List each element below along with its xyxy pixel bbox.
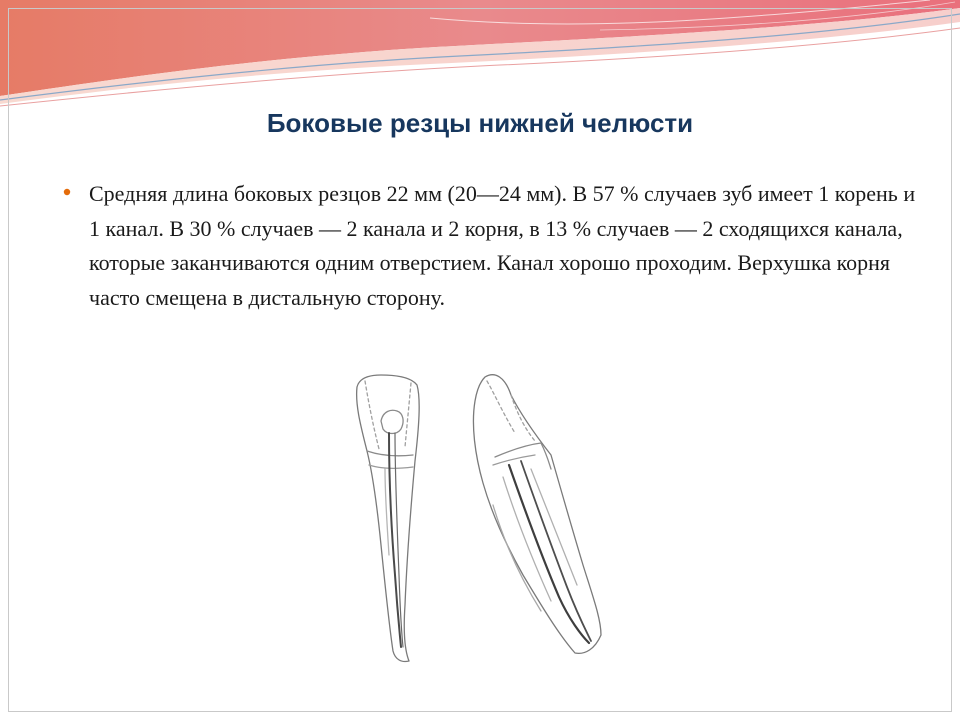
bullet-item: [62, 177, 922, 315]
slide-title: Боковые резцы нижней челюсти: [266, 108, 694, 138]
bullet-dot-icon: [62, 187, 72, 197]
slide-body: [62, 177, 922, 315]
header-wave-decoration: [0, 0, 960, 110]
tooth-illustration-icon: [345, 365, 615, 675]
bullet-text: Средняя длина боковых резцов 22 мм (20—24 мм). В 57 % случаев зуб имеет 1 корень и 1 канал. В 30 % случаев — 2 канала и 2 корня, в 13 % случаев — 2 сходящихся канала, которые заканчиваются одним отверстием. Канал хорошо проходим. Верхушка корня часто смещена в дистальную сторону.: [89, 181, 916, 310]
